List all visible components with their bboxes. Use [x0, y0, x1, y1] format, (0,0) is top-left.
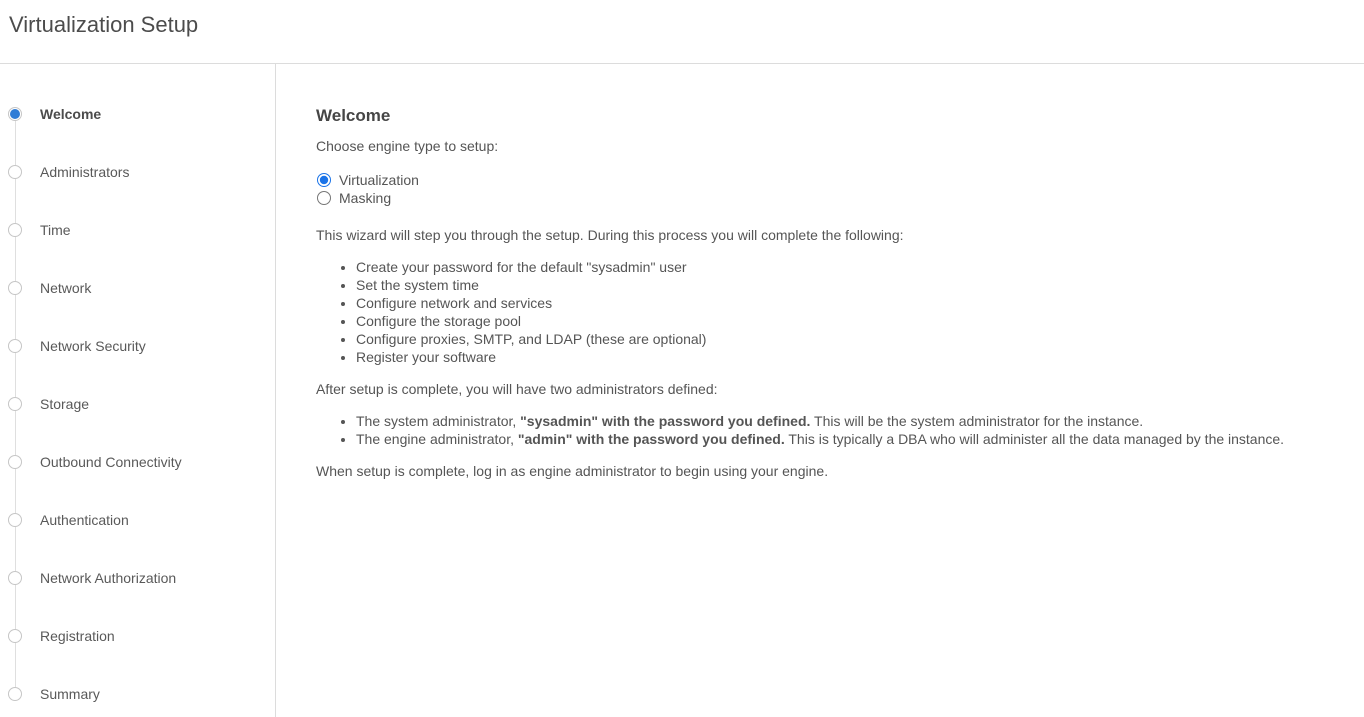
sidebar-step-network-authorization[interactable]	[8, 549, 275, 607]
step-radio-icon	[8, 223, 22, 237]
main-content	[276, 64, 1364, 717]
page-title: Virtualization Setup	[9, 12, 199, 37]
step-radio-icon	[8, 571, 22, 585]
admins-intro-text: After setup is complete, you will have two administrators defined:	[316, 381, 718, 397]
step-label: Registration	[40, 628, 115, 644]
administrators-list	[316, 412, 1334, 448]
page-header	[0, 0, 1364, 64]
step-label: Network Security	[40, 338, 146, 354]
wizard-intro-text: This wizard will step you through the setup. During this process you will complete the following:	[316, 227, 904, 243]
step-label: Network	[40, 280, 92, 296]
setup-task-item: • Set the system time	[356, 276, 1334, 294]
step-radio-icon	[8, 455, 22, 469]
virtualization-radio-label[interactable]: Virtualization	[339, 172, 419, 188]
step-label: Storage	[40, 396, 90, 412]
setup-task-item: • Register your software	[356, 348, 1334, 366]
sidebar-step-registration[interactable]	[8, 607, 275, 665]
step-radio-icon	[8, 397, 22, 411]
administrator-item: • The engine administrator, "admin" with the password you defined. This is typically a DBA who will administer all the data managed by the instance.	[356, 430, 1334, 448]
virtualization-radio[interactable]	[317, 173, 331, 187]
sidebar-step-time[interactable]	[8, 201, 275, 259]
step-radio-icon	[8, 281, 22, 295]
sidebar-step-summary[interactable]	[8, 665, 275, 717]
section-heading: Welcome	[316, 106, 391, 125]
step-label: Network Authorization	[40, 570, 177, 586]
step-label: Authentication	[40, 512, 129, 528]
step-radio-icon	[8, 629, 22, 643]
setup-outro-text: When setup is complete, log in as engine administrator to begin using your engine.	[316, 463, 829, 479]
sidebar-step-authentication[interactable]	[8, 491, 275, 549]
sidebar-step-administrators[interactable]	[8, 143, 275, 201]
page-body	[0, 64, 1364, 717]
choose-engine-label: Choose engine type to setup:	[316, 138, 499, 154]
step-radio-icon	[8, 513, 22, 527]
sidebar-step-storage[interactable]	[8, 375, 275, 433]
engine-option-virtualization[interactable]	[316, 171, 1334, 189]
setup-task-item: • Create your password for the default "sysadmin" user	[356, 258, 1334, 276]
step-radio-icon	[8, 165, 22, 179]
masking-radio-label[interactable]: Masking	[339, 190, 392, 206]
administrator-item: • The system administrator, "sysadmin" with the password you defined. This will be the system administrator for the instance.	[356, 412, 1334, 430]
setup-steps-sidebar	[0, 64, 276, 717]
sidebar-step-outbound-connectivity[interactable]	[8, 433, 275, 491]
sidebar-step-network[interactable]	[8, 259, 275, 317]
step-radio-icon	[8, 107, 22, 121]
step-radio-icon	[8, 339, 22, 353]
step-label: Time	[40, 222, 71, 238]
setup-task-item: • Configure the storage pool	[356, 312, 1334, 330]
setup-task-item: • Configure network and services	[356, 294, 1334, 312]
step-radio-icon	[8, 687, 22, 701]
step-label: Summary	[40, 686, 100, 702]
step-label: Welcome	[40, 106, 102, 122]
engine-option-masking[interactable]	[316, 189, 1334, 207]
engine-type-radio-group	[316, 171, 1334, 207]
masking-radio[interactable]	[317, 191, 331, 205]
step-label: Outbound Connectivity	[40, 454, 182, 470]
setup-tasks-list	[316, 258, 1334, 366]
setup-task-item: • Configure proxies, SMTP, and LDAP (these are optional)	[356, 330, 1334, 348]
sidebar-step-network-security[interactable]	[8, 317, 275, 375]
sidebar-step-welcome[interactable]	[8, 85, 275, 143]
step-label: Administrators	[40, 164, 130, 180]
